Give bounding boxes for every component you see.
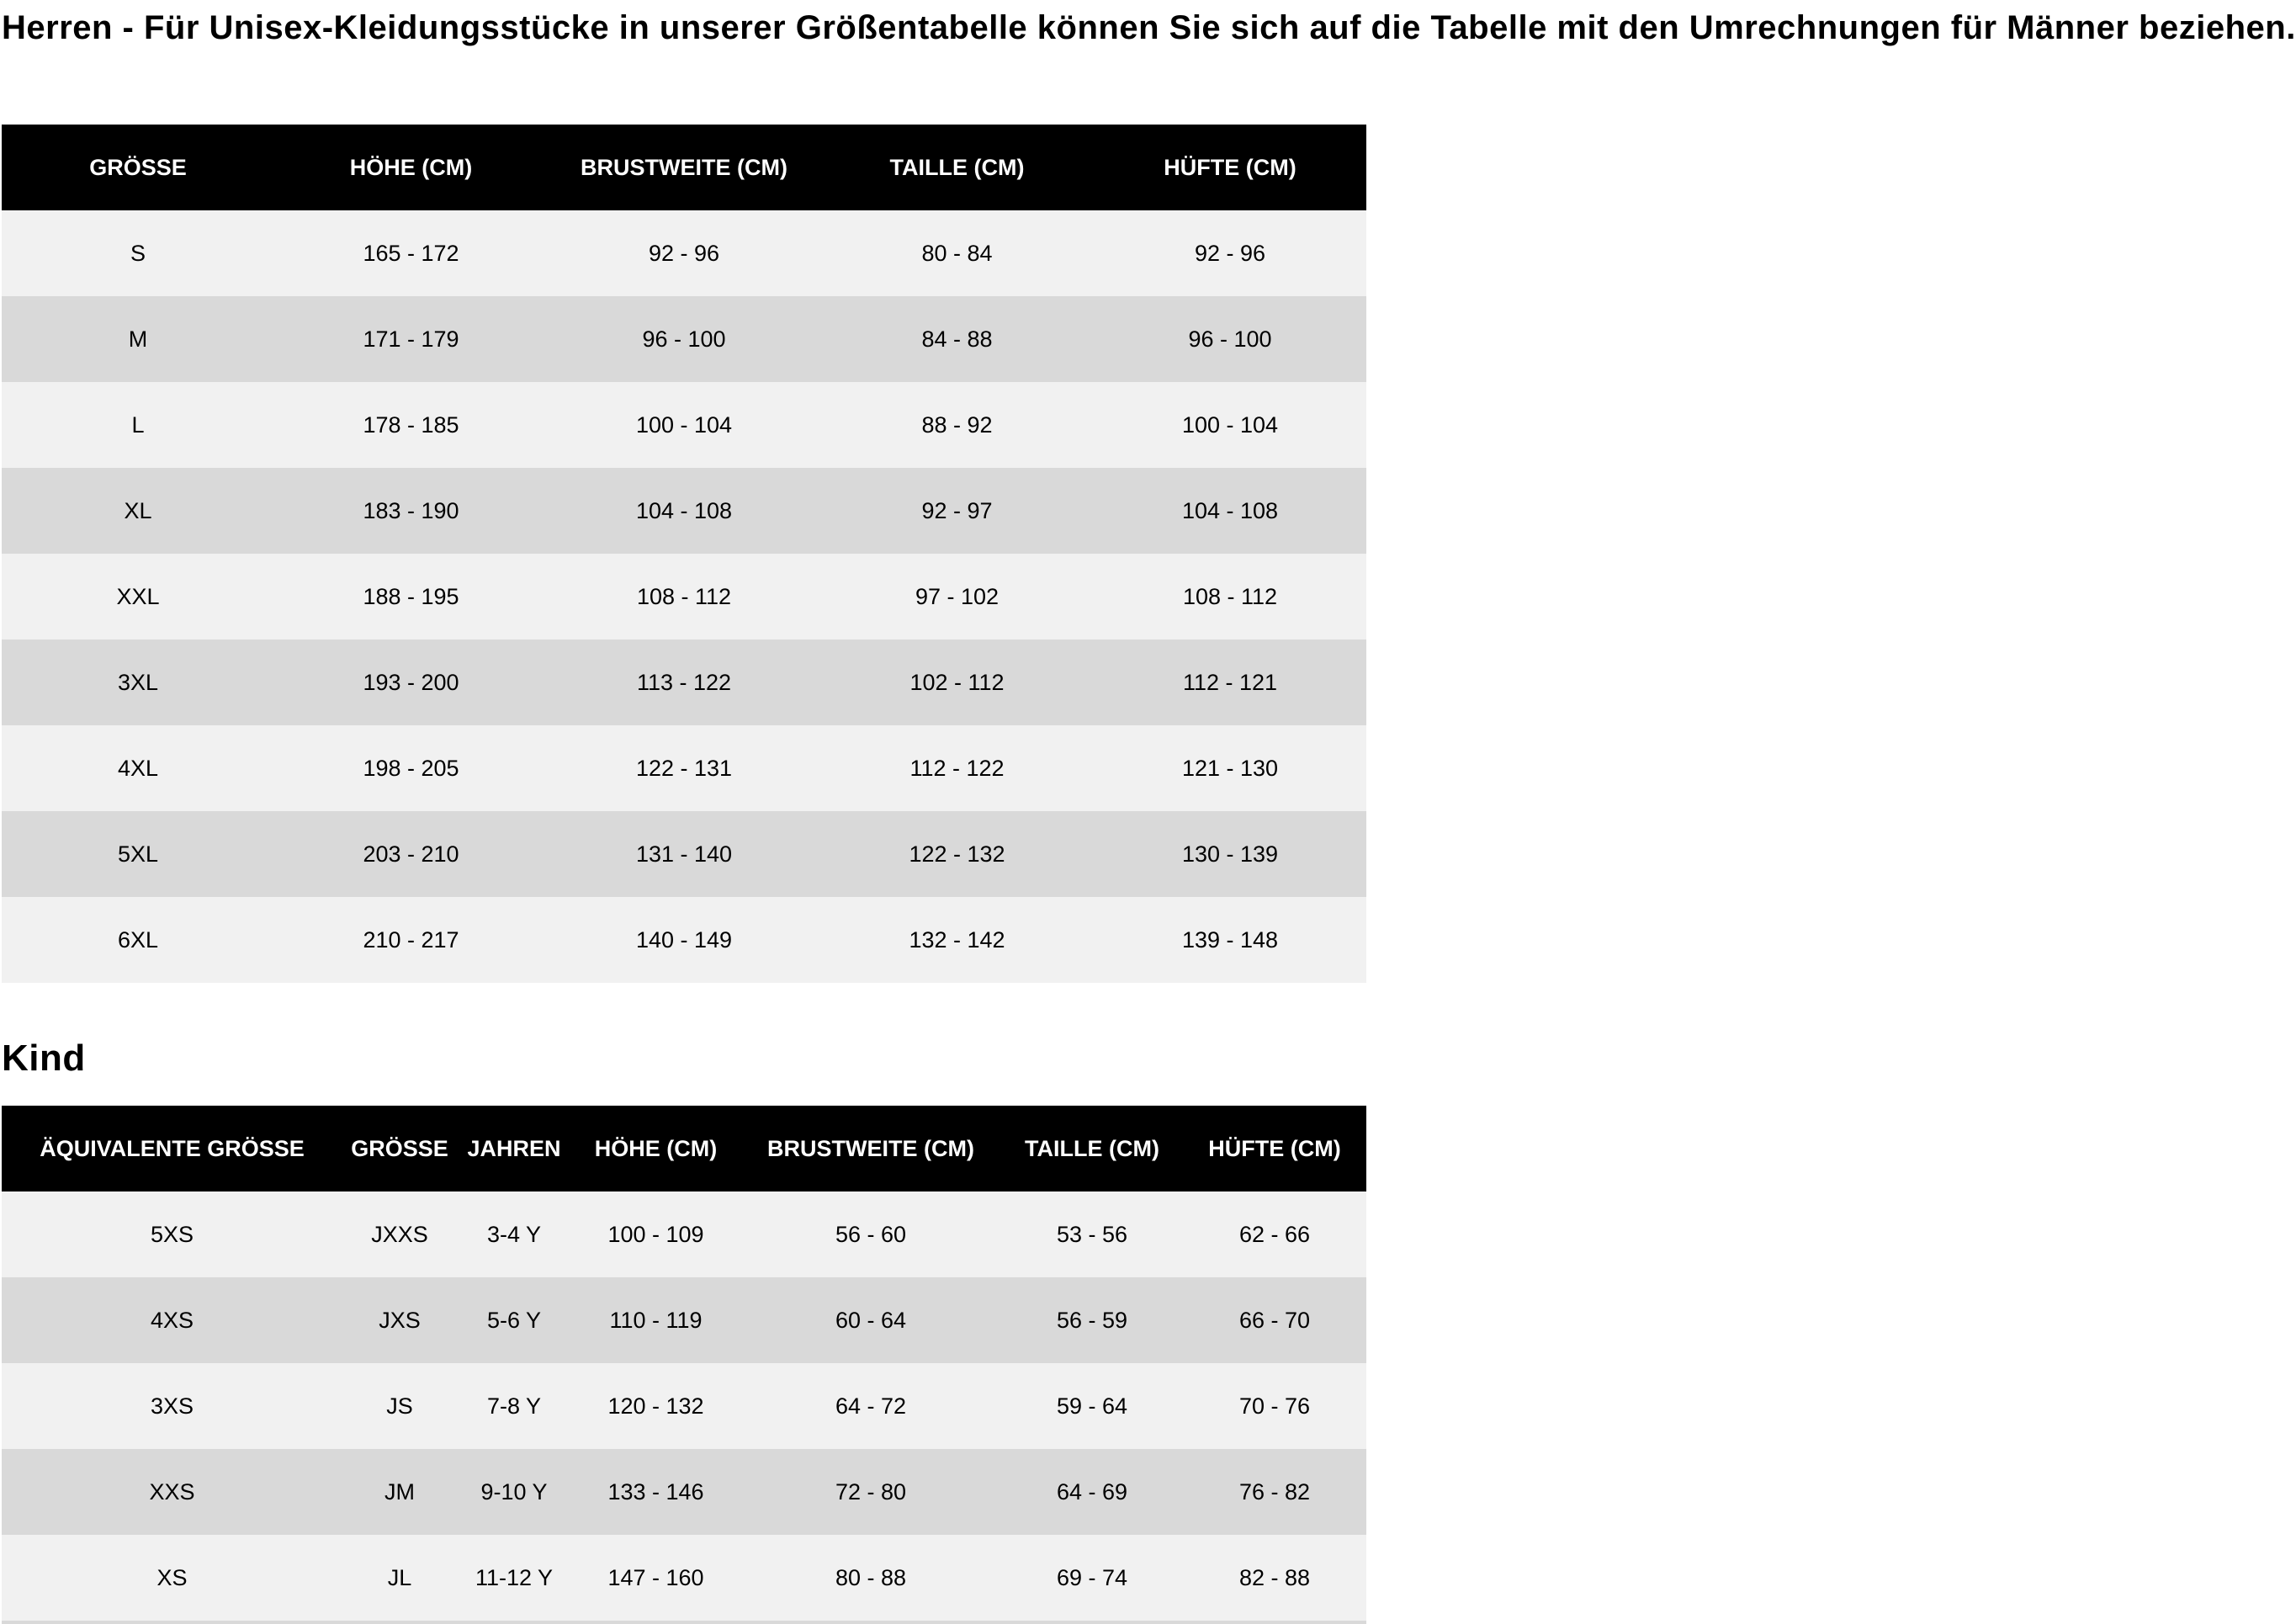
- herren-heading: Herren - Für Unisex-Kleidungsstücke in unserer Größentabelle können Sie sich auf die Tabelle mit den Umrechnungen für Männer beziehen.: [2, 9, 2296, 46]
- table-row: [2, 1277, 1366, 1363]
- table-cell: 56 - 60: [740, 1191, 1001, 1277]
- table-cell: S: [2, 210, 274, 296]
- table-cell: 97 - 102: [820, 554, 1094, 640]
- table-cell: 3XS: [2, 1363, 342, 1449]
- table-row: [2, 554, 1366, 640]
- table-cell: JM: [342, 1449, 457, 1535]
- table-cell: 82 - 88: [1183, 1535, 1366, 1621]
- table-cell: 108 - 112: [548, 554, 820, 640]
- table-cell: 70 - 76: [1183, 1363, 1366, 1449]
- table-cell: XS: [2, 1535, 342, 1621]
- table-cell: 203 - 210: [274, 811, 548, 897]
- table-cell: 112 - 121: [1094, 640, 1366, 725]
- column-header-jahren: JAHREN: [457, 1106, 571, 1191]
- table-cell: 64 - 72: [740, 1363, 1001, 1449]
- table-cell: 92 - 96: [1094, 210, 1366, 296]
- table-cell: 131 - 140: [548, 811, 820, 897]
- table-cell: 188 - 195: [274, 554, 548, 640]
- table-cell: 92 - 96: [548, 210, 820, 296]
- table-cell: 178 - 185: [274, 382, 548, 468]
- table-row: [2, 640, 1366, 725]
- table-cell: 9-10 Y: [457, 1449, 571, 1535]
- table-cell: 72 - 80: [740, 1449, 1001, 1535]
- table-cell: 198 - 205: [274, 725, 548, 811]
- table-cell: 88 - 92: [820, 382, 1094, 468]
- table-cell: 53 - 56: [1001, 1191, 1183, 1277]
- table-cell: 7-8 Y: [457, 1363, 571, 1449]
- table-cell: 59 - 64: [1001, 1363, 1183, 1449]
- table-header-row: [2, 125, 1366, 210]
- column-header-huefte: HÜFTE (CM): [1094, 125, 1366, 210]
- table-cell: 60 - 64: [740, 1277, 1001, 1363]
- table-row: [2, 897, 1366, 983]
- table-cell: XXS: [2, 1449, 342, 1535]
- table-cell: 183 - 190: [274, 468, 548, 554]
- column-header-taille: TAILLE (CM): [1001, 1106, 1183, 1191]
- column-header-huefte: HÜFTE (CM): [1183, 1106, 1366, 1191]
- table-cell: 100 - 104: [548, 382, 820, 468]
- table-cell: 130 - 139: [1094, 811, 1366, 897]
- table-cell: 69 - 74: [1001, 1535, 1183, 1621]
- column-header-brustweite: BRUSTWEITE (CM): [740, 1106, 1001, 1191]
- table-cell: 193 - 200: [274, 640, 548, 725]
- table-header-row: [2, 1106, 1366, 1191]
- table-cell: 96 - 100: [1094, 296, 1366, 382]
- table-cell: 139 - 148: [1094, 897, 1366, 983]
- table-cell: 5XS: [2, 1191, 342, 1277]
- table-cell: 5XL: [2, 811, 274, 897]
- herren-size-table: [2, 125, 1366, 983]
- table-cell: 147 - 160: [571, 1535, 740, 1621]
- column-header-hoehe: HÖHE (CM): [274, 125, 548, 210]
- table-row: [2, 1535, 1366, 1621]
- table-cell: 64 - 69: [1001, 1449, 1183, 1535]
- table-cell: 171 - 179: [274, 296, 548, 382]
- table-cell: 102 - 112: [820, 640, 1094, 725]
- table-cell: 112 - 122: [820, 725, 1094, 811]
- table-cell: 120 - 132: [571, 1363, 740, 1449]
- table-cell: 133 - 146: [571, 1449, 740, 1535]
- table-cell: XL: [2, 468, 274, 554]
- table-cell: XXL: [2, 554, 274, 640]
- table-cell: 4XS: [2, 1277, 342, 1363]
- table-cell: 100 - 109: [571, 1191, 740, 1277]
- table-cell: 4XL: [2, 725, 274, 811]
- table-cell: 92 - 97: [820, 468, 1094, 554]
- table-cell: 122 - 131: [548, 725, 820, 811]
- table-cell: JL: [342, 1535, 457, 1621]
- column-header-groesse: GRÖSSE: [2, 125, 274, 210]
- table-cell: 122 - 132: [820, 811, 1094, 897]
- table-cell: L: [2, 382, 274, 468]
- table-cell: JXS: [342, 1277, 457, 1363]
- table-cell: 140 - 149: [548, 897, 820, 983]
- table-row: [2, 811, 1366, 897]
- table-cell: 62 - 66: [1183, 1191, 1366, 1277]
- table-cell: 5-6 Y: [457, 1277, 571, 1363]
- table-cell: 6XL: [2, 897, 274, 983]
- table-cell: 165 - 172: [274, 210, 548, 296]
- table-cell: JXXS: [342, 1191, 457, 1277]
- table-row: [2, 1363, 1366, 1449]
- table-cell: 84 - 88: [820, 296, 1094, 382]
- table-cell: 96 - 100: [548, 296, 820, 382]
- table-cell: 76 - 82: [1183, 1449, 1366, 1535]
- table-cell: 108 - 112: [1094, 554, 1366, 640]
- table-cell: 80 - 84: [820, 210, 1094, 296]
- table-cell: 104 - 108: [548, 468, 820, 554]
- next-row-edge: [2, 1621, 1366, 1624]
- table-cell: 80 - 88: [740, 1535, 1001, 1621]
- table-row: [2, 1191, 1366, 1277]
- table-cell: 113 - 122: [548, 640, 820, 725]
- kind-heading: Kind: [2, 1038, 86, 1079]
- table-row: [2, 382, 1366, 468]
- table-cell: 104 - 108: [1094, 468, 1366, 554]
- column-header-groesse: GRÖSSE: [342, 1106, 457, 1191]
- table-cell: M: [2, 296, 274, 382]
- table-row: [2, 725, 1366, 811]
- table-cell: 100 - 104: [1094, 382, 1366, 468]
- column-header-hoehe: HÖHE (CM): [571, 1106, 740, 1191]
- column-header-aequivalente-groesse: ÄQUIVALENTE GRÖSSE: [2, 1106, 342, 1191]
- table-cell: 3XL: [2, 640, 274, 725]
- column-header-taille: TAILLE (CM): [820, 125, 1094, 210]
- table-cell: 210 - 217: [274, 897, 548, 983]
- table-cell: 56 - 59: [1001, 1277, 1183, 1363]
- table-row: [2, 210, 1366, 296]
- table-row: [2, 296, 1366, 382]
- table-cell: 110 - 119: [571, 1277, 740, 1363]
- table-cell: JS: [342, 1363, 457, 1449]
- table-cell: 121 - 130: [1094, 725, 1366, 811]
- column-header-brustweite: BRUSTWEITE (CM): [548, 125, 820, 210]
- table-row: [2, 1449, 1366, 1535]
- table-row: [2, 468, 1366, 554]
- table-cell: 66 - 70: [1183, 1277, 1366, 1363]
- table-cell: 132 - 142: [820, 897, 1094, 983]
- table-cell: 3-4 Y: [457, 1191, 571, 1277]
- table-cell: 11-12 Y: [457, 1535, 571, 1621]
- kind-size-table: [2, 1106, 1366, 1621]
